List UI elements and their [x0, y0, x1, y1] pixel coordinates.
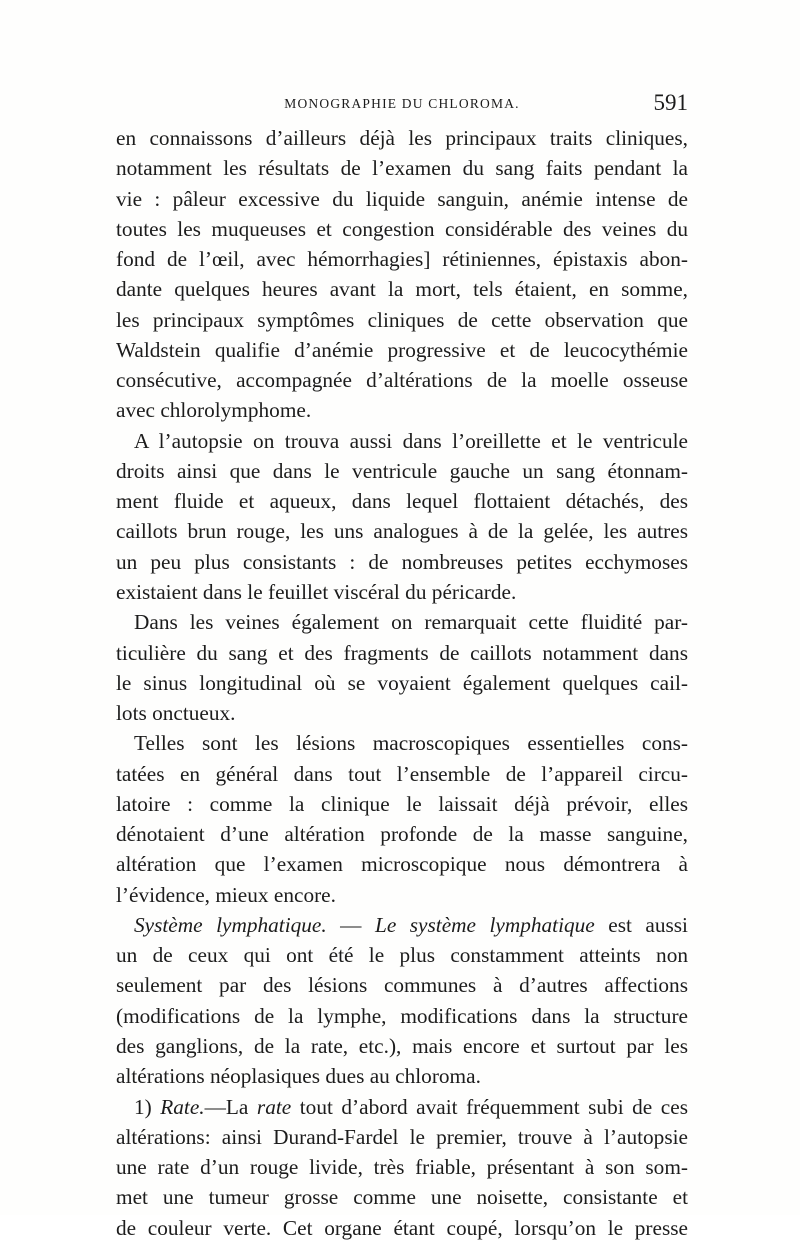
text-line: les principaux symptômes cliniques de cette observation que	[116, 307, 688, 332]
body-text	[116, 123, 688, 1243]
text-line: un peu plus consistants : de nombreuses petites ecchymoses	[116, 549, 688, 574]
line-rest: tout d’abord avait fréquemment subi de ces	[291, 1094, 688, 1119]
text-line: Waldstein qualifie d’anémie progressive et de leucocythémie	[116, 337, 688, 362]
text-line: notamment les résultats de l’examen du sang faits pendant la	[116, 156, 688, 181]
section-title: Système lymphatique.	[134, 912, 327, 937]
text-line: caillots brun rouge, les uns analogues à de la gelée, les autres	[116, 519, 688, 544]
paragraph-last-line: altérations néoplasiques dues au chloroma.	[116, 1064, 481, 1089]
paragraph-first-line: Dans les veines également on remarquait cette fluidité par-	[134, 610, 688, 635]
text-line: le sinus longitudinal où se voyaient également quelques cail-	[116, 670, 688, 695]
text-line: (modifications de la lymphe, modifications dans la structure	[116, 1003, 688, 1028]
item-number: 1)	[134, 1094, 161, 1119]
text-line: consécutive, accompagnée d’altérations de la moelle osseuse	[116, 368, 688, 393]
paragraph-first-line: A l’autopsie on trouva aussi dans l’oreillette et le ventricule	[134, 428, 688, 453]
paragraph-last-line: lots onctueux.	[116, 701, 236, 726]
text-line: latoire : comme la clinique le laissait déjà prévoir, elles	[116, 791, 688, 816]
subsection-term: rate	[256, 1094, 292, 1119]
section-subject: Le système lymphatique	[374, 912, 595, 937]
text-line: ticulière du sang et des fragments de caillots notamment dans	[116, 640, 688, 665]
line-rest: est aussi	[594, 912, 688, 937]
text-line: dénotaient d’une altération profonde de la masse sanguine,	[116, 822, 688, 847]
subsection-heading-line	[116, 1092, 688, 1122]
text-line: tatées en général dans tout l’ensemble de l’appareil circu-	[116, 761, 688, 786]
line-middle: —La	[204, 1094, 257, 1119]
text-line: droits ainsi que dans le ventricule gauche un sang étonnam-	[116, 458, 688, 483]
paragraph-first-line: Telles sont les lésions macroscopiques essentielles cons-	[134, 731, 688, 756]
text-line: altération que l’examen microscopique nous démontrera à	[116, 852, 688, 877]
text-line: vie : pâleur excessive du liquide sanguin, anémie intense de	[116, 186, 688, 211]
text-line: ment fluide et aqueux, dans lequel flottaient détachés, des	[116, 489, 688, 514]
text-line: un de ceux qui ont été le plus constamment atteints non	[116, 943, 688, 968]
running-title: MONOGRAPHIE DU CHLOROMA.	[284, 96, 520, 111]
paragraph-last-line: l’évidence, mieux encore.	[116, 882, 336, 907]
text-line: dante quelques heures avant la mort, tels étaient, en somme,	[116, 277, 688, 302]
text-line: de couleur verte. Cet organe étant coupé, lorsqu’on le presse	[116, 1215, 688, 1240]
text-line: une rate d’un rouge livide, très friable, présentant à son som-	[116, 1155, 688, 1180]
text-line: seulement par des lésions communes à d’autres affections	[116, 973, 688, 998]
text-line: altérations: ainsi Durand-Fardel le premier, trouve à l’autopsie	[116, 1124, 688, 1149]
text-line: met une tumeur grosse comme une noisette, consistante et	[116, 1185, 688, 1210]
paragraph-last-line: existaient dans le feuillet viscéral du péricarde.	[116, 579, 517, 604]
page-number: 591	[653, 90, 688, 115]
text-line: toutes les muqueuses et congestion considérable des veines du	[116, 216, 688, 241]
text-line: en connaissons d’ailleurs déjà les principaux traits cliniques,	[116, 126, 688, 150]
subsection-title: Rate.	[160, 1094, 205, 1119]
section-heading-line	[116, 910, 688, 940]
running-head	[116, 90, 688, 120]
em-dash: —	[326, 912, 375, 937]
text-line: des ganglions, de la rate, etc.), mais encore et surtout par les	[116, 1033, 688, 1058]
paragraph-last-line: avec chlorolymphome.	[116, 398, 312, 423]
text-line: fond de l’œil, avec hémorrhagies] rétiniennes, épistaxis abon-	[116, 247, 688, 272]
